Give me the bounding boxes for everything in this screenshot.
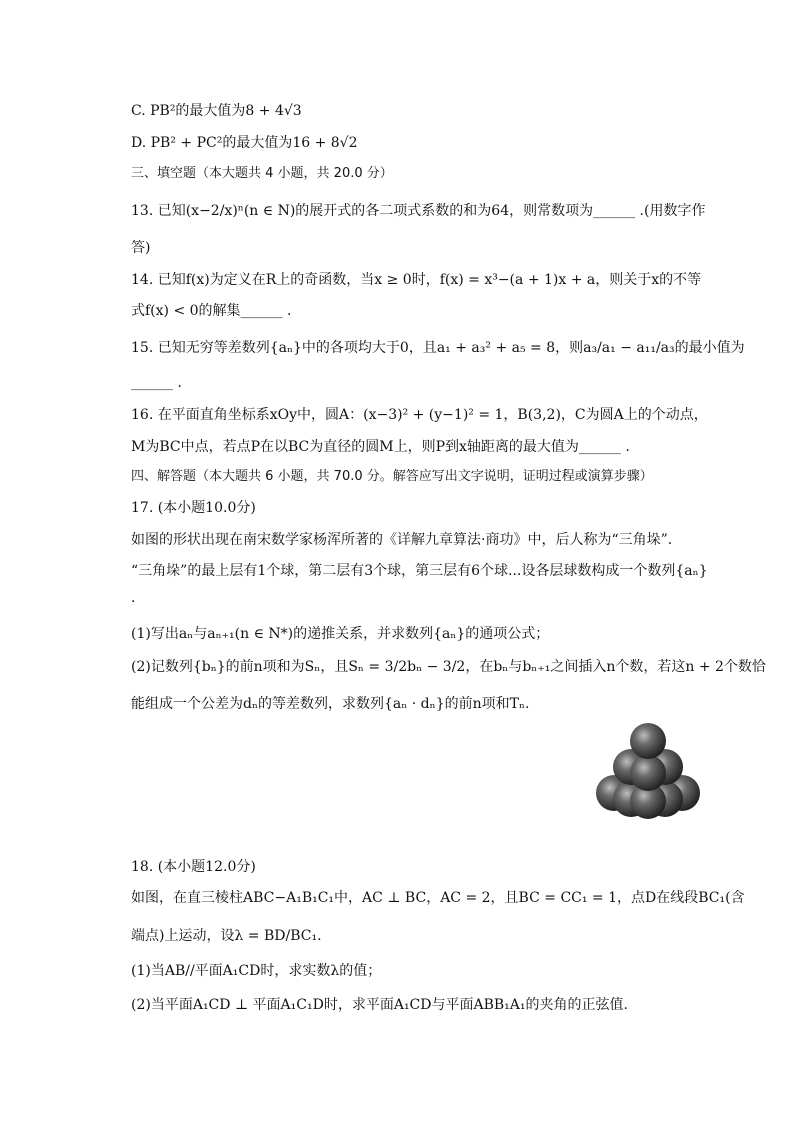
question-17-text-3: . <box>131 590 136 606</box>
question-18-text-1: 如图，在直三棱柱ABC−A₁B₁C₁中，AC ⊥ BC，AC = 2，且BC = CC₁ = 1，点D在线段BC₁(含 <box>131 890 745 906</box>
section-heading-fill-blank: 三、填空题（本大题共 4 小题，共 20.0 分） <box>131 166 393 181</box>
question-17-part-2-line-1: (2)记数列{bₙ}的前n项和为Sₙ，且Sₙ = 3/2bₙ − 3/2，在bₙ与bₙ₊₁之间插入n个数，若这n + 2个数恰 <box>131 659 766 675</box>
question-18-text-2: 端点)上运动，设λ = BD/BC₁. <box>131 928 322 944</box>
question-13-line-1: 13. 已知(x−2/x)ⁿ(n ∈ N)的展开式的各二项式系数的和为64，则常数项为______ .(用数字作 <box>131 203 706 219</box>
question-17-text-1: 如图的形状出现在南宋数学家杨浑所著的《详解九章算法·商功》中，后人称为“三角垛”. <box>131 532 673 548</box>
section-heading-solutions: 四、解答题（本大题共 6 小题，共 70.0 分。解答应写出文字说明，证明过程或演算步骤） <box>131 469 653 484</box>
question-18-part-2: (2)当平面A₁CD ⊥ 平面A₁C₁D时，求平面A₁CD与平面ABB₁A₁的夹角的正弦值. <box>131 997 628 1013</box>
question-17-part-1: (1)写出aₙ与aₙ₊₁(n ∈ N*)的递推关系，并求数列{aₙ}的通项公式； <box>131 626 550 642</box>
question-18-heading: 18. (本小题12.0分) <box>131 859 256 875</box>
option-c: C. PB²的最大值为8 + 4√3 <box>131 103 302 119</box>
question-17-part-2-line-2: 能组成一个公差为dₙ的等差数列，求数列{aₙ · dₙ}的前n项和Tₙ. <box>131 696 530 712</box>
question-14-line-1: 14. 已知f(x)为定义在R上的奇函数，当x ≥ 0时，f(x) = x³−(a + 1)x + a，则关于x的不等 <box>131 272 702 288</box>
ball-top-layer <box>630 723 666 759</box>
question-17-text-2: “三角垛”的最上层有1个球，第二层有3个球，第三层有6个球...设各层球数构成一个数列{aₙ} <box>131 563 708 579</box>
question-15-line-2: ______ . <box>131 375 182 391</box>
option-d: D. PB² + PC²的最大值为16 + 8√2 <box>131 135 358 151</box>
triangular-pile-figure <box>596 719 700 819</box>
question-17-heading: 17. (本小题10.0分) <box>131 500 256 516</box>
question-14-line-2: 式f(x) < 0的解集______ . <box>131 303 292 319</box>
question-15-line-1: 15. 已知无穷等差数列{aₙ}中的各项均大于0，且a₁ + a₃² + a₅ = 8，则a₃/a₁ − a₁₁/a₃的最小值为 <box>131 340 745 356</box>
question-13-line-2: 答) <box>131 240 151 256</box>
question-16-line-1: 16. 在平面直角坐标系xOy中，圆A：(x−3)² + (y−1)² = 1，B(3,2)，C为圆A上的个动点， <box>131 407 708 423</box>
question-16-line-2: M为BC中点，若点P在以BC为直径的圆M上，则P到x轴距离的最大值为______ . <box>131 439 630 455</box>
question-18-part-1: (1)当AB//平面A₁CD时，求实数λ的值； <box>131 963 382 979</box>
